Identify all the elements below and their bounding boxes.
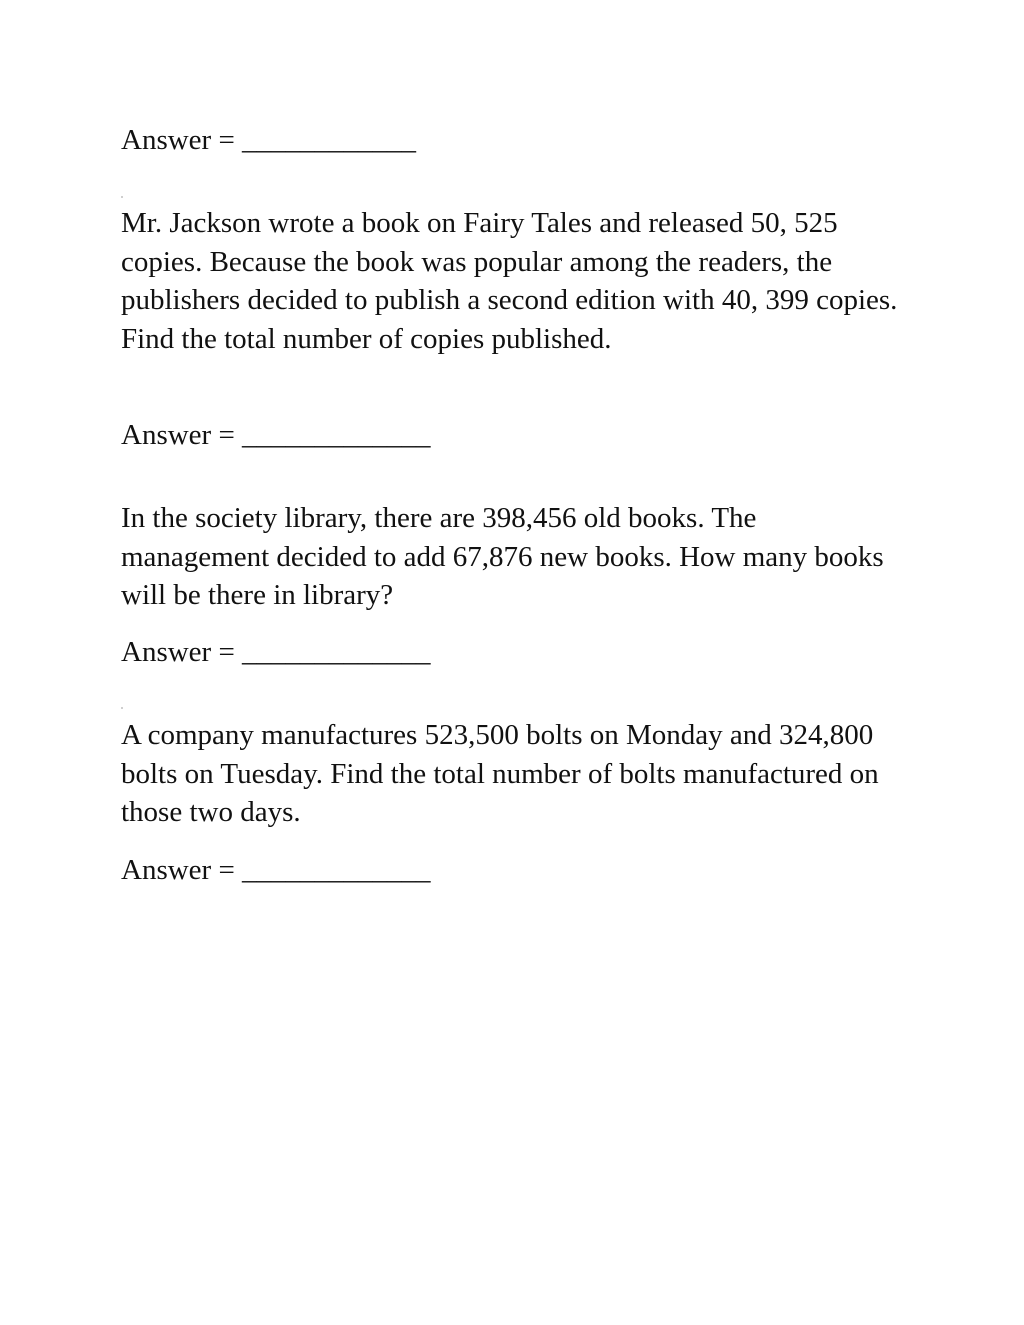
answer-line-2: Answer = _____________ xyxy=(121,419,431,451)
question-3: A company manufactures 523,500 bolts on Monday and 324,800 bolts on Tuesday. Find the total number of bolts manufactured on those two days. xyxy=(121,719,879,828)
answer-line-1: Answer = ____________ xyxy=(121,124,417,156)
stray-mark xyxy=(121,707,123,709)
question-1: Mr. Jackson wrote a book on Fairy Tales and released 50, 525 copies. Because the book was popular among the readers, the publishers decided to publish a second edition with 40, 399 copies. Find the total number of copies published. xyxy=(121,207,898,355)
answer-line-3: Answer = _____________ xyxy=(121,636,431,668)
stray-mark xyxy=(121,196,123,198)
answer-line-4: Answer = _____________ xyxy=(121,854,431,886)
question-2: In the society library, there are 398,456 old books. The management decided to add 67,876 new books. How many books will be there in library? xyxy=(121,502,884,611)
